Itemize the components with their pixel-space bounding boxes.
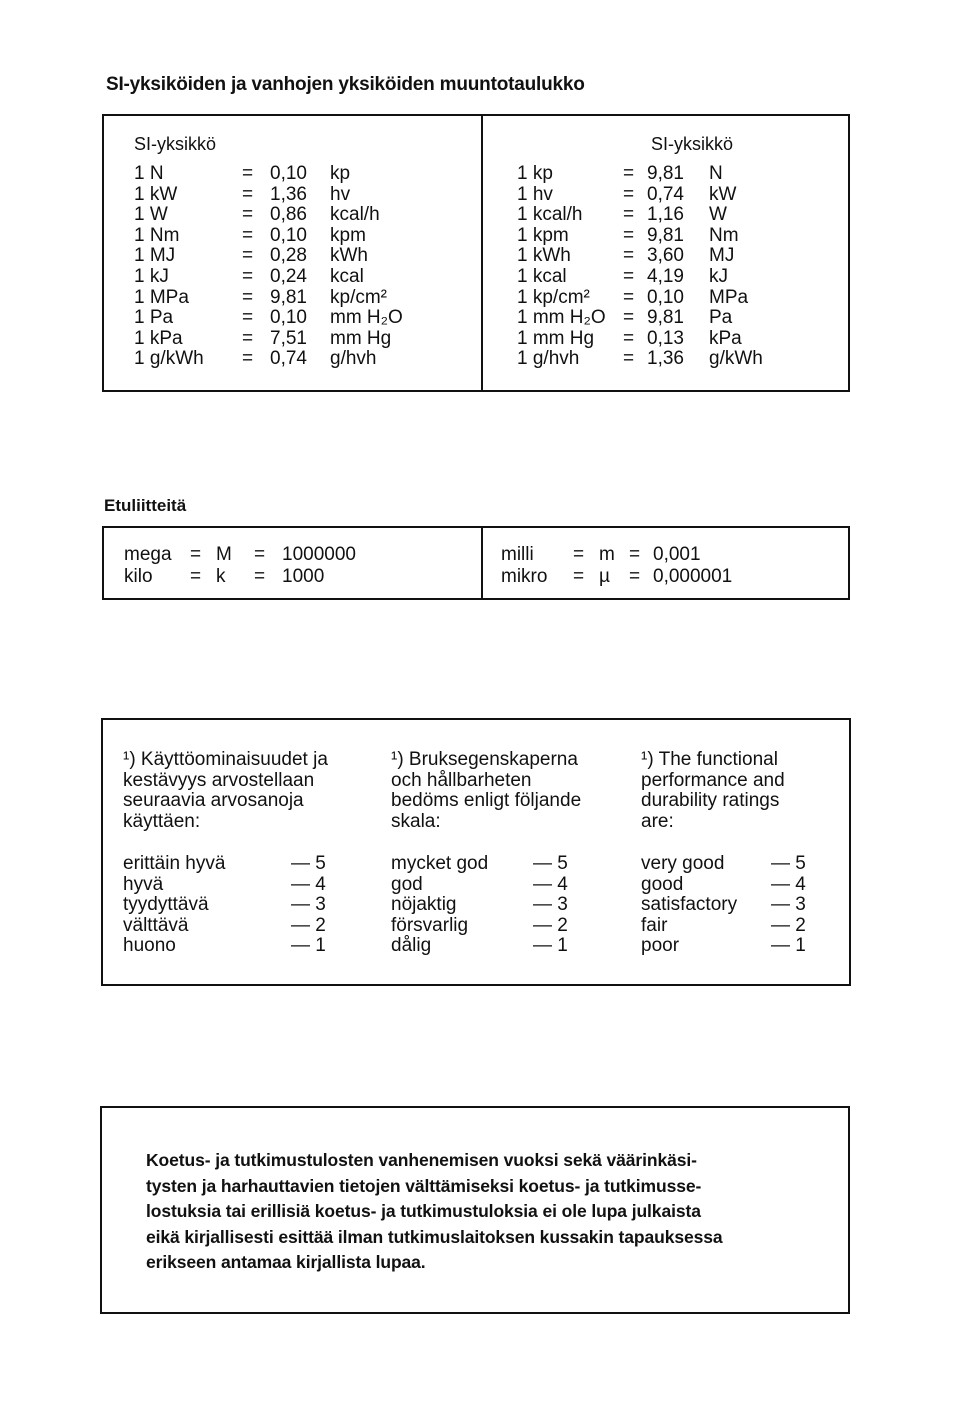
intro-line: skala: — [391, 810, 441, 832]
rating-value: — 5 — [771, 853, 806, 874]
value: 0,13 — [647, 327, 684, 349]
unit: 1 Pa — [134, 307, 174, 329]
rating-value: — 4 — [291, 873, 326, 895]
table-row — [483, 246, 848, 267]
unit: 1 MJ — [134, 245, 176, 267]
intro-line: ¹) Bruksegenskaperna — [391, 749, 578, 770]
table-row — [483, 205, 848, 226]
rating-row — [641, 854, 841, 875]
prefix-name: mega — [124, 544, 172, 565]
target-unit: kpm — [330, 224, 366, 246]
target-unit: N — [709, 163, 723, 184]
table-row — [104, 185, 481, 206]
value: 0,10 — [647, 286, 684, 308]
rating-label: hyvä — [123, 873, 164, 895]
prefixes-heading: Etuliitteitä — [104, 496, 187, 515]
table-row — [104, 226, 481, 247]
table-row — [104, 288, 481, 309]
rating-row — [123, 936, 373, 957]
prefix-symbol: m — [599, 544, 615, 565]
value: 9,81 — [647, 307, 684, 329]
equals: = — [623, 204, 635, 226]
equals: = — [254, 566, 266, 587]
notice-text — [146, 1148, 826, 1276]
equals: = — [623, 327, 635, 349]
equals: = — [242, 245, 254, 267]
rating-row — [391, 916, 631, 937]
target-unit: W — [709, 204, 727, 226]
rating-label: very good — [641, 853, 725, 874]
equals: = — [242, 348, 254, 370]
target-unit: mm H₂O — [330, 307, 403, 329]
target-unit: MJ — [709, 245, 735, 267]
equals: = — [623, 245, 635, 267]
prefix-name: kilo — [124, 566, 153, 587]
intro-line: ¹) Käyttöominaisuudet ja — [123, 749, 328, 770]
rating-value: — 1 — [771, 935, 806, 957]
rating-label: tyydyttävä — [123, 894, 209, 916]
value: 9,81 — [647, 163, 684, 184]
intro-line: bedöms enligt följande — [391, 790, 582, 812]
prefix-symbol: M — [216, 544, 232, 565]
ratings-box — [101, 718, 851, 986]
table-row — [483, 288, 848, 309]
rating-label: mycket god — [391, 853, 489, 874]
ratings-swedish — [391, 749, 631, 957]
table-row — [483, 267, 848, 288]
equals: = — [242, 163, 254, 184]
target-unit: g/kWh — [709, 348, 763, 370]
unit: 1 mm Hg — [517, 327, 595, 349]
target-unit: kWh — [330, 245, 368, 267]
rating-value: — 4 — [533, 873, 568, 895]
intro-line: kestävyys arvostellaan — [123, 769, 315, 791]
prefix-row — [104, 544, 481, 566]
equals: = — [190, 544, 202, 565]
rating-label: satisfactory — [641, 894, 738, 916]
table-row — [104, 164, 481, 185]
value: 0,74 — [647, 183, 684, 205]
rating-row — [641, 895, 841, 916]
prefix-table — [102, 526, 850, 600]
equals: = — [573, 566, 585, 587]
table-row — [483, 185, 848, 206]
prefix-name: milli — [501, 544, 534, 565]
value: 0,10 — [270, 163, 307, 184]
target-unit: g/hvh — [330, 348, 377, 370]
value: 7,51 — [270, 327, 307, 349]
unit: 1 g/kWh — [134, 348, 204, 370]
rating-row — [123, 854, 373, 875]
notice-line: lostuksia tai erillisiä koetus- ja tutkimustuloksia ei ole lupa julkaista — [146, 1201, 701, 1221]
rating-row — [641, 936, 841, 957]
intro-line: seuraavia arvosanoja — [123, 790, 304, 812]
value: 0,24 — [270, 265, 307, 287]
unit: 1 N — [134, 163, 164, 184]
notice-line: Koetus- ja tutkimustulosten vanhenemisen vuoksi sekä väärinkäsi- — [146, 1150, 697, 1170]
rating-row — [123, 916, 373, 937]
target-unit: MPa — [709, 286, 749, 308]
rating-label: erittäin hyvä — [123, 853, 226, 874]
unit: 1 hv — [517, 183, 553, 205]
prefix-row — [483, 544, 848, 566]
target-unit: mm Hg — [330, 327, 392, 349]
rating-value: — 5 — [533, 853, 568, 874]
unit: 1 Nm — [134, 224, 180, 246]
table-row — [483, 349, 848, 370]
value: 1,36 — [647, 348, 684, 370]
unit: 1 kWh — [517, 245, 571, 267]
table-row — [104, 246, 481, 267]
rating-label: försvarlig — [391, 914, 469, 936]
unit: 1 W — [134, 204, 168, 226]
prefix-row — [104, 566, 481, 588]
value: 0,28 — [270, 245, 307, 267]
table-row — [483, 329, 848, 350]
intro-line: durability ratings — [641, 790, 780, 812]
ratings-english — [641, 749, 841, 957]
equals: = — [242, 224, 254, 246]
equals: = — [242, 265, 254, 287]
table-row — [104, 329, 481, 350]
intro-line: käyttäen: — [123, 810, 201, 832]
prefix-value: 0,000001 — [653, 566, 733, 587]
rating-scale — [391, 854, 631, 957]
value: 0,74 — [270, 348, 307, 370]
target-unit: Nm — [709, 224, 739, 246]
conversion-left-half — [104, 116, 481, 390]
equals: = — [629, 566, 641, 587]
prefix-name: mikro — [501, 566, 548, 587]
rating-scale — [123, 854, 373, 957]
value: 3,60 — [647, 245, 684, 267]
unit: 1 kcal/h — [517, 204, 583, 226]
rating-value: — 3 — [771, 894, 806, 916]
table-row — [483, 308, 848, 329]
equals: = — [242, 327, 254, 349]
table-row — [483, 226, 848, 247]
unit: 1 kPa — [134, 327, 183, 349]
target-unit: kJ — [709, 265, 728, 287]
rating-value: — 3 — [291, 894, 326, 916]
prefix-value: 1000 — [282, 566, 325, 587]
rating-value: — 2 — [291, 914, 326, 936]
rating-value: — 4 — [771, 873, 806, 895]
left-column-header: SI-yksikkö — [134, 134, 217, 154]
rating-row — [123, 895, 373, 916]
table-row — [483, 164, 848, 185]
left-rows — [104, 164, 481, 370]
intro-line: och hållbarheten — [391, 769, 532, 791]
rating-label: dålig — [391, 935, 432, 957]
table-row — [104, 267, 481, 288]
equals: = — [623, 307, 635, 329]
rating-value: — 2 — [533, 914, 568, 936]
rating-label: välttävä — [123, 914, 189, 936]
rating-value: — 1 — [533, 935, 568, 957]
intro-line: are: — [641, 810, 674, 832]
target-unit: hv — [330, 183, 351, 205]
ratings-intro — [641, 750, 841, 832]
rating-value: — 2 — [771, 914, 806, 936]
intro-line: performance and — [641, 769, 785, 791]
prefix-symbol: k — [216, 566, 226, 587]
unit: 1 kpm — [517, 224, 569, 246]
rating-label: god — [391, 873, 423, 895]
notice-line: tysten ja harhauttavien tietojen välttämiseksi koetus- ja tutkimusse- — [146, 1175, 702, 1196]
ratings-finnish — [123, 749, 373, 957]
notice-line: erikseen antamaa kirjallista lupaa. — [146, 1252, 426, 1272]
equals: = — [623, 348, 635, 370]
unit: 1 kW — [134, 183, 178, 205]
value: 4,19 — [647, 265, 684, 287]
equals: = — [242, 183, 254, 205]
equals: = — [254, 544, 266, 565]
prefix-value: 0,001 — [653, 544, 701, 565]
unit: 1 kcal — [517, 265, 567, 287]
equals: = — [242, 204, 254, 226]
rating-row — [391, 936, 631, 957]
equals: = — [629, 544, 641, 565]
equals: = — [190, 566, 202, 587]
rating-row — [641, 875, 841, 896]
target-unit: kp — [330, 163, 351, 184]
prefix-symbol: µ — [599, 566, 610, 587]
rating-label: good — [641, 873, 684, 895]
intro-line: ¹) The functional — [641, 749, 778, 770]
ratings-intro — [123, 750, 373, 832]
prefix-value: 1000000 — [282, 544, 356, 565]
notice-box — [100, 1106, 850, 1314]
rating-row — [123, 875, 373, 896]
target-unit: kPa — [709, 327, 742, 349]
value: 9,81 — [270, 286, 307, 308]
table-row — [104, 308, 481, 329]
right-column-header: SI-yksikkö — [651, 134, 734, 154]
rating-value: — 1 — [291, 935, 326, 957]
equals: = — [623, 183, 635, 205]
equals: = — [623, 224, 635, 246]
ratings-intro — [391, 750, 631, 832]
unit: 1 MPa — [134, 286, 189, 308]
conversion-table — [102, 114, 850, 392]
rating-value: — 3 — [533, 894, 568, 916]
equals: = — [623, 163, 635, 184]
rating-label: nöjaktig — [391, 894, 457, 916]
table-row — [104, 205, 481, 226]
equals: = — [623, 265, 635, 287]
notice-line: eikä kirjallisesti esittää ilman tutkimuslaitoksen kussakin tapauksessa — [146, 1226, 723, 1247]
unit: 1 g/hvh — [517, 348, 580, 370]
page-title: SI-yksiköiden ja vanhojen yksiköiden muuntotaulukko — [106, 74, 585, 95]
rating-label: fair — [641, 914, 668, 936]
value: 0,10 — [270, 224, 307, 246]
equals: = — [242, 286, 254, 308]
target-unit: kp/cm² — [330, 286, 387, 308]
target-unit: Pa — [709, 307, 733, 329]
rating-row — [641, 916, 841, 937]
prefix-row — [483, 566, 848, 588]
rating-label: poor — [641, 935, 680, 957]
rating-row — [391, 854, 631, 875]
equals: = — [573, 544, 585, 565]
target-unit: kcal — [330, 265, 364, 287]
rating-row — [391, 895, 631, 916]
target-unit: kW — [709, 183, 737, 205]
table-row — [104, 349, 481, 370]
value: 9,81 — [647, 224, 684, 246]
equals: = — [623, 286, 635, 308]
conversion-right-half — [483, 116, 848, 390]
rating-scale — [641, 854, 841, 957]
unit: 1 mm H₂O — [517, 307, 606, 329]
unit: 1 kJ — [134, 265, 169, 287]
rating-value: — 5 — [291, 853, 326, 874]
value: 0,86 — [270, 204, 307, 226]
value: 0,10 — [270, 307, 307, 329]
unit: 1 kp — [517, 163, 553, 184]
right-rows — [483, 164, 848, 370]
rating-row — [391, 875, 631, 896]
value: 1,36 — [270, 183, 307, 205]
value: 1,16 — [647, 204, 684, 226]
unit: 1 kp/cm² — [517, 286, 590, 308]
equals: = — [242, 307, 254, 329]
target-unit: kcal/h — [330, 204, 380, 226]
rating-label: huono — [123, 935, 176, 957]
